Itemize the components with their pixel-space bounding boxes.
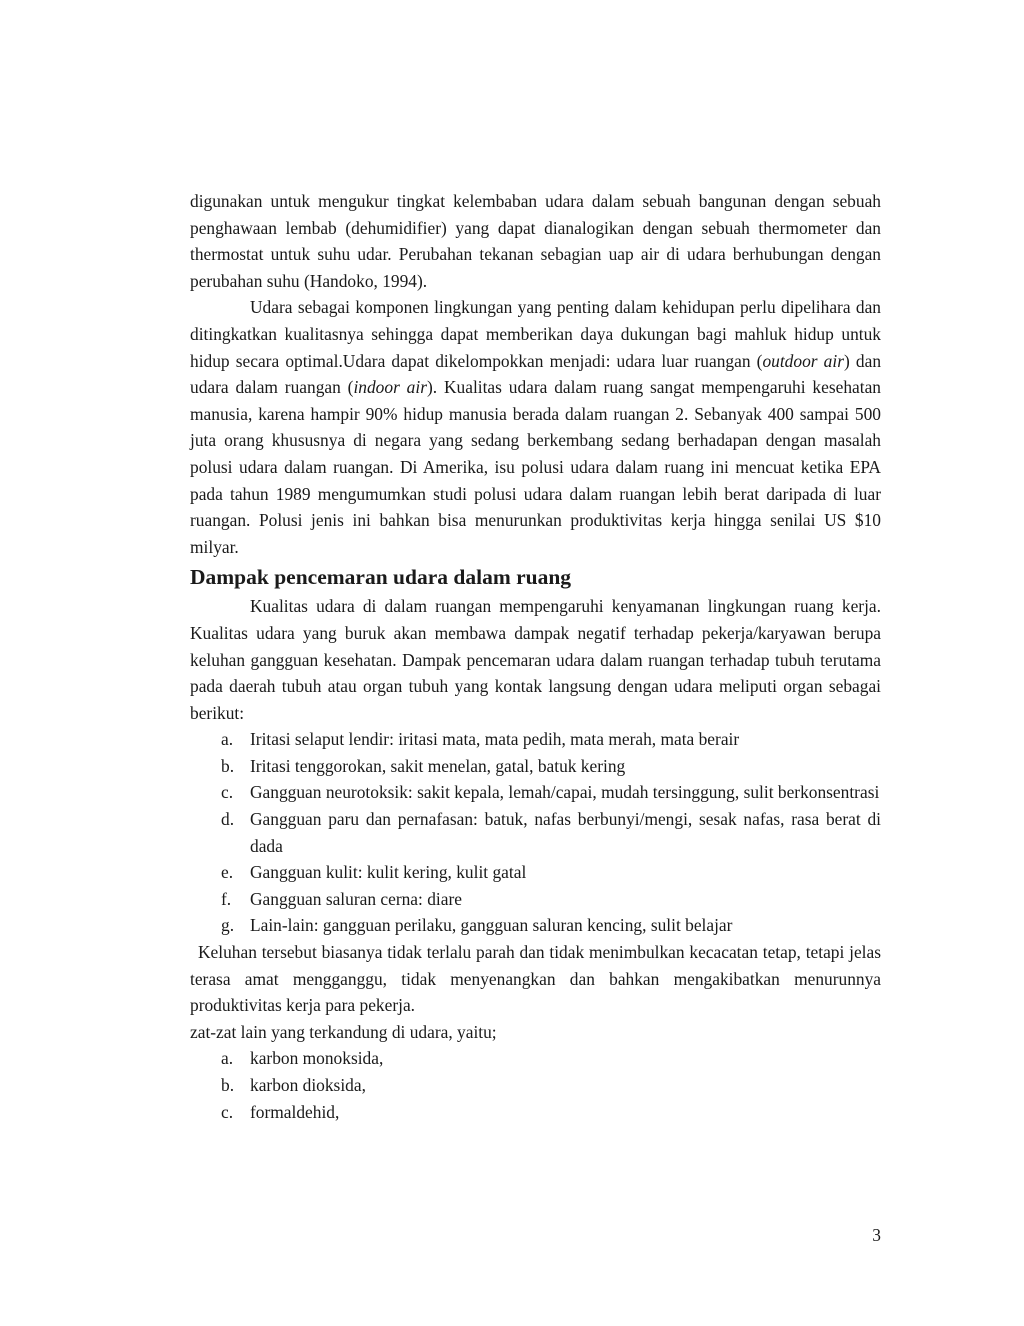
list-item-text: Gangguan neurotoksik: sakit kepala, lemah/capai, mudah tersinggung, sulit berkonsentrasi — [250, 782, 880, 803]
list-item-text: Gangguan saluran cerna: diare — [250, 888, 462, 909]
list-item — [190, 912, 881, 939]
air-quality-text-1: Udara sebagai komponen lingkungan yang penting dalam kehidupan perlu dipelihara dan ditingkatkan kualitasnya sehingga dapat memberikan daya dukungan bagi mahluk hidup untuk hidup secara optimal.Udara dapat dikelompokkan menjadi: udara luar ruangan ( — [190, 297, 881, 371]
list-marker: d. — [221, 809, 235, 830]
list-item — [190, 1072, 881, 1099]
list-item — [190, 726, 881, 753]
section-heading: Dampak pencemaran udara dalam ruang — [190, 565, 572, 590]
list-marker: b. — [221, 1075, 235, 1095]
list-item — [190, 1099, 881, 1126]
list-item — [190, 753, 881, 780]
list-item — [190, 886, 881, 913]
list-marker: e. — [221, 862, 234, 883]
air-quality-text-2: ) dan udara dalam ruangan ( — [190, 350, 882, 398]
list-item — [190, 806, 881, 859]
list-item-text: karbon monoksida, — [250, 1048, 384, 1069]
page-number: 3 — [872, 1225, 881, 1245]
list-marker: c. — [221, 782, 234, 803]
list-item — [190, 1045, 881, 1072]
list-marker: f. — [221, 888, 232, 909]
list-marker: a. — [221, 1048, 234, 1069]
substances-intro: zat-zat lain yang terkandung di udara, yaitu; — [190, 1021, 497, 1042]
list-item-text: Lain-lain: gangguan perilaku, gangguan saluran kencing, sulit belajar — [250, 915, 733, 936]
conclusion-paragraph: Keluhan tersebut biasanya tidak terlalu parah dan tidak menimbulkan kecacatan tetap, tetapi jelas terasa amat mengganggu, tidak menyenangkan dan bahkan mengakibatkan menurunnya produktivitas kerja para pekerja. — [190, 942, 881, 1016]
list-item-text: karbon dioksida, — [250, 1075, 366, 1095]
air-quality-paragraph — [190, 294, 881, 560]
list-marker: b. — [221, 755, 235, 776]
list-item-text: formaldehid, — [250, 1101, 340, 1122]
air-quality-text-3: ). Kualitas udara dalam ruang sangat mempengaruhi kesehatan manusia, karena hampir 90% hidup manusia berada dalam ruangan 2. Sebanyak 400 sampai 500 juta orang khususnya di negara yang sedang berkembang sedang berhadapan dengan masalah polusi udara dalam ruangan. Di Amerika, isu polusi udara dalam ruang ini mencuat ketika EPA pada tahun 1989 mengumumkan studi polusi udara dalam ruangan lebih berat daripada di luar ruangan. Polusi jenis ini bahkan bisa menurunkan produktivitas kerja hingga senilai US $10 milyar. — [190, 377, 881, 557]
list-item-text: Iritasi tenggorokan, sakit menelan, gatal, batuk kering — [250, 755, 626, 776]
list-marker: a. — [221, 729, 234, 750]
substances-list — [190, 1045, 881, 1125]
list-marker: c. — [221, 1101, 234, 1122]
outdoor-air-term: outdoor air — [762, 350, 844, 371]
indoor-air-term: indoor air — [353, 377, 427, 398]
intro-paragraph: digunakan untuk mengukur tingkat kelembaban udara dalam sebuah bangunan dengan sebuah penghawaan lembab (dehumidifier) yang dapat dianalogikan dengan sebuah thermometer dan thermostat untuk suhu udar. Perubahan tekanan sebagian uap air di udara berhubungan dengan perubahan suhu (Handoko, 1994). — [190, 191, 881, 291]
page-body — [190, 188, 881, 1125]
list-item-text: Gangguan paru dan pernafasan: batuk, nafas berbunyi/mengi, sesak nafas, rasa berat di dada — [250, 809, 881, 856]
list-item — [190, 859, 881, 886]
health-effects-list — [190, 726, 881, 939]
list-marker: g. — [221, 915, 235, 936]
list-item — [190, 779, 881, 806]
list-item-text: Iritasi selaput lendir: iritasi mata, mata pedih, mata merah, mata berair — [250, 729, 740, 750]
section-intro-paragraph: Kualitas udara di dalam ruangan mempengaruhi kenyamanan lingkungan ruang kerja. Kualitas udara yang buruk akan membawa dampak negatif terhadap pekerja/karyawan berupa keluhan gangguan kesehatan. Dampak pencemaran udara dalam ruangan terhadap tubuh terutama pada daerah tubuh atau organ tubuh yang kontak langsung dengan udara meliputi organ sebagai berikut: — [190, 596, 881, 723]
list-item-text: Gangguan kulit: kulit kering, kulit gatal — [250, 862, 527, 883]
